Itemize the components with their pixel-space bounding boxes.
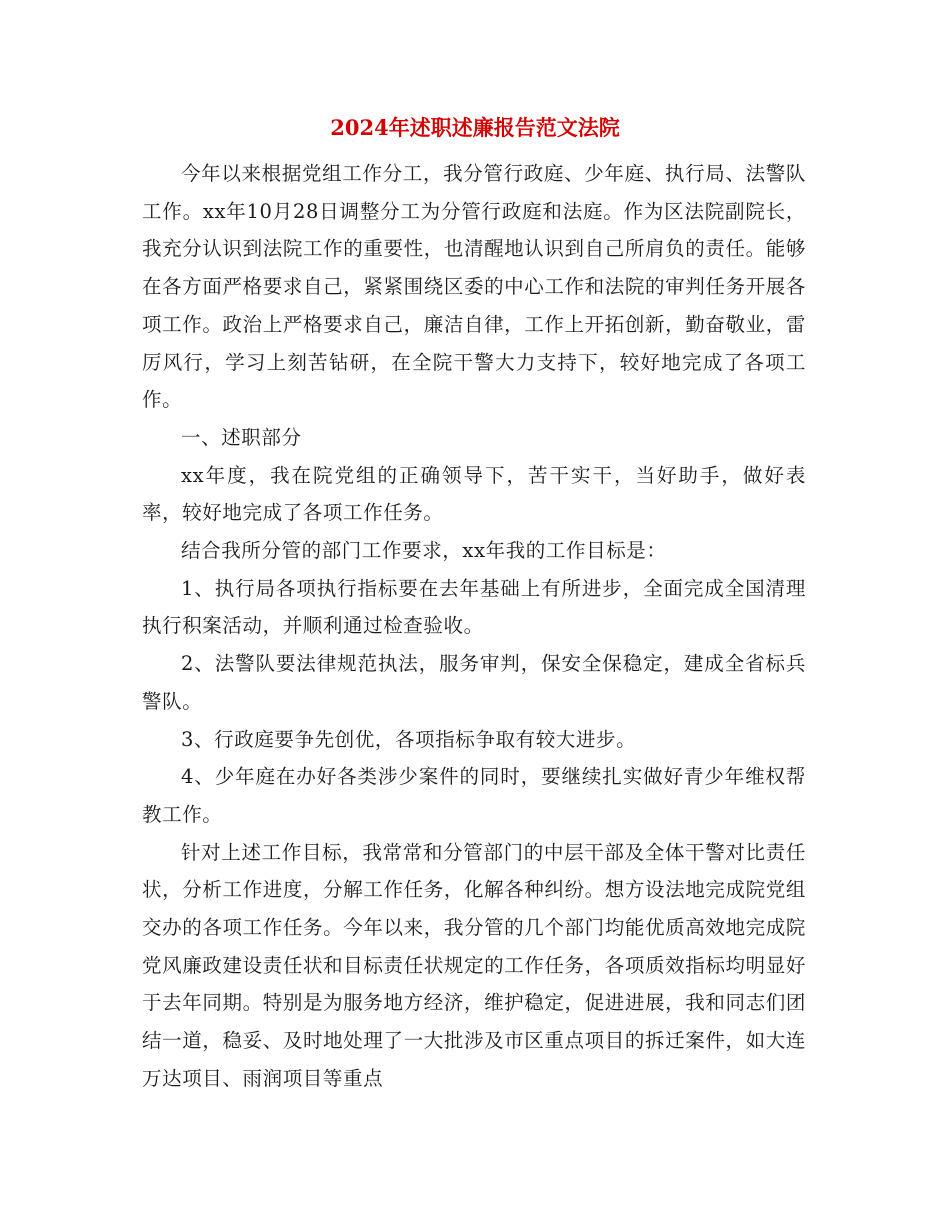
paragraph-intro: 今年以来根据党组工作分工，我分管行政庭、少年庭、执行局、法警队工作。xx年10月28日调整分工为分管行政庭和法庭。作为区法院副院长，我充分认识到法院工作的重要性，也清醒地认识到自己所肩负的责任。能够在各方面严格要求自己，紧紧围绕区委的中心工作和法院的审判任务开展各项工作。政治上严格要求自己，廉洁自律，工作上开拓创新，勤奋敬业，雷厉风行，学习上刻苦钻研，在全院干警大力支持下，较好地完成了各项工作。: [142, 162, 806, 412]
paragraph-measures: 针对上述工作目标，我常常和分管部门的中层干部及全体干警对比责任状，分析工作进度，分解工作任务，化解各种纠纷。想方设法地完成院党组交办的各项工作任务。今年以来，我分管的几个部门均能优质高效地完成院党风廉政建设责任状和目标责任状规定的工作任务，各项质效指标均明显好于去年同期。特别是为服务地方经济，维护稳定，促进进展，我和同志们团结一道，稳妥、及时地处理了一大批涉及市区重点项目的拆迁案件，如大连万达项目、雨润项目等重点: [142, 840, 806, 1090]
goal-item-3: 3、行政庭要争先创优，各项指标争取有较大进步。: [181, 727, 637, 751]
goal-item-4: 4、少年庭在办好各类涉少案件的同时，要继续扎实做好青少年维权帮教工作。: [142, 765, 806, 826]
section-heading: 一、述职部分: [181, 425, 302, 449]
goal-item-2: 2、法警队要法律规范执法，服务审判，保安全保稳定，建成全省标兵警队。: [142, 652, 806, 713]
document-body: [142, 155, 806, 1098]
document-title: 2024年述职述廉报告范文法院: [330, 115, 620, 140]
paragraph-year-summary: xx年度，我在院党组的正确领导下，苦干实干，当好助手，做好表率，较好地完成了各项工作任务。: [142, 463, 806, 525]
paragraph-goals-intro: 结合我所分管的部门工作要求，xx年我的工作目标是：: [181, 539, 667, 563]
goal-item-1: 1、执行局各项执行指标要在去年基础上有所进步，全面完成全国清理执行积案活动，并顺利通过检查验收。: [142, 576, 806, 638]
